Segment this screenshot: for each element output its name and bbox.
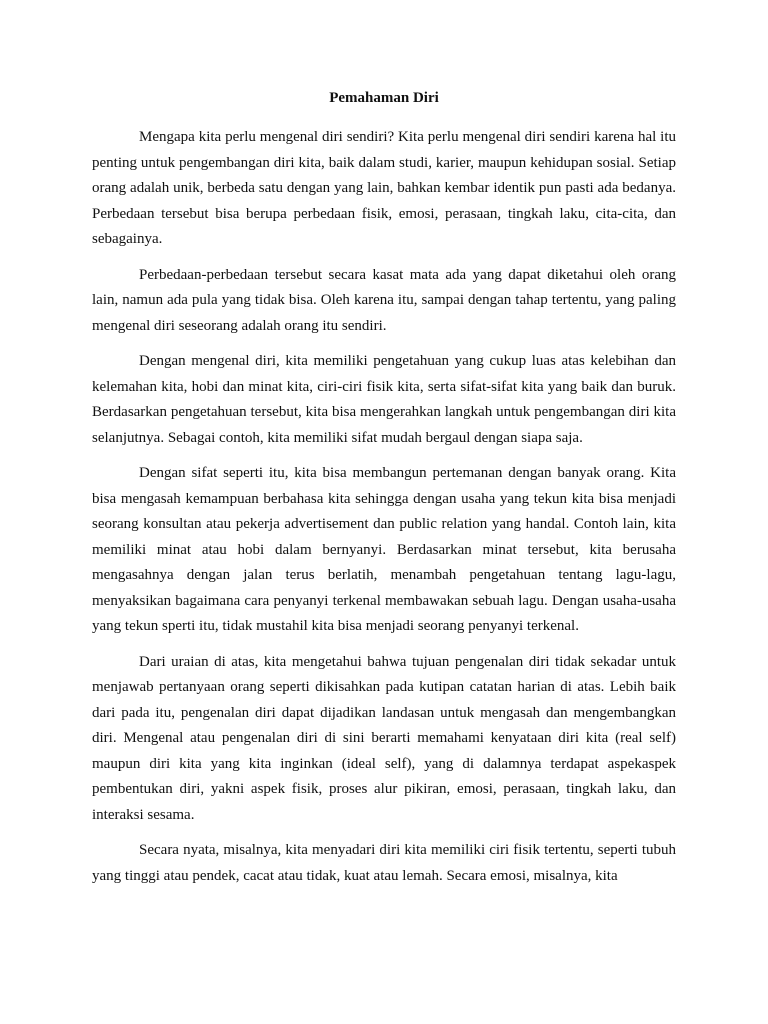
document-title: Pemahaman Diri — [329, 90, 439, 106]
paragraph-3: Dengan mengenal diri, kita memiliki pengetahuan yang cukup luas atas kelebihan dan kelemahan kita, hobi dan minat kita, ciri-ciri fisik kita, serta sifat-sifat kita yang baik dan buruk. Berdasarkan pengetahuan tersebut, kita bisa mengerahkan langkah untuk pengembangan diri kita selanjutnya. Sebagai contoh, kita memiliki sifat mudah bergaul dengan siapa saja. — [92, 353, 676, 446]
paragraph-2: Perbedaan-perbedaan tersebut secara kasat mata ada yang dapat diketahui oleh orang lain, namun ada pula yang tidak bisa. Oleh karena itu, sampai dengan tahap tertentu, yang paling mengenal diri seseorang adalah orang itu sendiri. — [92, 266, 676, 334]
paragraph-4: Dengan sifat seperti itu, kita bisa membangun pertemanan dengan banyak orang. Kita bisa mengasah kemampuan berbahasa kita sehingga dengan usaha yang tekun kita bisa menjadi seorang konsultan atau pekerja advertisement dan public relation yang handal. Contoh lain, kita memiliki minat atau hobi dalam bernyanyi. Berdasarkan minat tersebut, kita berusaha mengasahnya dengan jalan terus berlatih, menambah pengetahuan tentang lagu-lagu, menyaksikan bagaimana cara penyanyi terkenal membawakan sebuah lagu. Dengan usaha-usaha yang tekun sperti itu, tidak mustahil kita bisa menjadi seorang penyanyi terkenal. — [92, 465, 676, 634]
paragraph-1: Mengapa kita perlu mengenal diri sendiri? Kita perlu mengenal diri sendiri karena hal itu penting untuk pengembangan diri kita, baik dalam studi, karier, maupun kehidupan sosial. Setiap orang adalah unik, berbeda satu dengan yang lain, bahkan kembar identik pun pasti ada bedanya. Perbedaan tersebut bisa berupa perbedaan fisik, emosi, perasaan, tingkah laku, cita-cita, dan sebagainya. — [92, 129, 676, 247]
paragraph-6: Secara nyata, misalnya, kita menyadari diri kita memiliki ciri fisik tertentu, seperti tubuh yang tinggi atau pendek, cacat atau tidak, kuat atau lemah. Secara emosi, misalnya, kita — [92, 842, 676, 884]
paragraph-5: Dari uraian di atas, kita mengetahui bahwa tujuan pengenalan diri tidak sekadar untuk menjawab pertanyaan orang seperti dikisahkan pada kutipan catatan harian di atas. Lebih baik dari pada itu, pengenalan diri dapat dijadikan landasan untuk mengasah dan mengembangkan diri. Mengenal atau pengenalan diri di sini berarti memahami kenyataan diri kita (real self) maupun diri kita yang kita inginkan (ideal self), yang di dalamnya terdapat aspekaspek pembentukan diri, yakni aspek fisik, proses alur pikiran, emosi, perasaan, tingkah laku, dan interaksi sesama. — [92, 653, 676, 823]
document-page — [92, 88, 676, 899]
